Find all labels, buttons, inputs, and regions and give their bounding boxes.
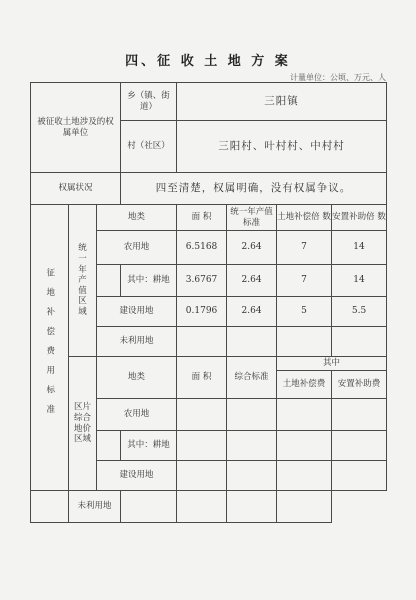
zone-row-land-fee: [277, 399, 332, 431]
ownership-value: 四至清楚，权属明确，没有权属争议。: [121, 173, 387, 205]
zone-spacer-cell: [31, 491, 69, 523]
township-value: 三阳镇: [177, 83, 387, 121]
land-owner-label: 被征收土地涉及的权属单位: [31, 83, 121, 173]
zone-row-resettle-fee: [332, 399, 387, 431]
unified-row-type: 未利用地: [97, 327, 177, 357]
village-value: 三阳村、叶村村、中村村: [177, 121, 387, 173]
unified-row-land-mult: 7: [277, 265, 332, 297]
unified-row-land-mult: 5: [277, 297, 332, 327]
zone-header-standard: 综合标准: [227, 357, 277, 399]
unified-row-land-mult: 7: [277, 231, 332, 265]
page-title: 四、征 收 土 地 方 案: [125, 54, 291, 69]
unified-header-standard: 统一年产值标准: [227, 205, 277, 231]
unified-row-type: 建设用地: [97, 297, 177, 327]
unified-row-land-mult: [277, 327, 332, 357]
unified-row-standard: 2.64: [227, 297, 277, 327]
unified-row-area: 3.6767: [177, 265, 227, 297]
zone-row-resettle-fee: [277, 491, 332, 523]
unit-note: 计量单位：公顷、万元、人: [290, 73, 386, 82]
village-label: 村（社区）: [121, 121, 177, 173]
unified-row-resettle-mult: 14: [332, 231, 387, 265]
unified-area-label-text: 统一年产值区域: [78, 243, 87, 318]
zone-row-area: [177, 399, 227, 431]
unified-row-standard: 2.64: [227, 265, 277, 297]
unified-header-resettle-mult: 安置补助倍 数: [332, 205, 387, 231]
zone-header-land-fee: 土地补偿费: [277, 371, 332, 399]
unified-row-resettle-mult: 14: [332, 265, 387, 297]
zone-row-land-fee: [277, 461, 332, 491]
unified-row-area: 0.1796: [177, 297, 227, 327]
land-acquisition-table: [30, 82, 387, 523]
zone-row-resettle-fee: [332, 431, 387, 461]
unified-row-resettle-mult: [332, 327, 387, 357]
zone-row-type: 其中：耕地: [121, 431, 177, 461]
unified-row-area: [177, 327, 227, 357]
unified-row-standard: 2.64: [227, 231, 277, 265]
unified-row-type: 其中：耕地: [121, 265, 177, 297]
unified-header-type: 地类: [97, 205, 177, 231]
unified-row-type: 农用地: [97, 231, 177, 265]
zone-row-standard: [227, 461, 277, 491]
unified-indent-cell: [97, 265, 121, 297]
compensation-label: [31, 205, 69, 491]
unified-header-land-mult: 土地补偿倍 数: [277, 205, 332, 231]
zone-row-standard: [227, 399, 277, 431]
zone-header-resettle-fee: 安置补助费: [332, 371, 387, 399]
unified-row-standard: [227, 327, 277, 357]
unified-header-area: 面 积: [177, 205, 227, 231]
zone-row-type: 未利用地: [69, 491, 121, 523]
zone-row-area: [121, 491, 177, 523]
zone-row-area: [177, 461, 227, 491]
zone-row-type: 建设用地: [97, 461, 177, 491]
zone-header-type: 地类: [97, 357, 177, 399]
zone-area-label: [69, 357, 97, 491]
zone-row-land-fee: [227, 491, 277, 523]
zone-row-standard: [177, 491, 227, 523]
zone-indent-cell: [97, 431, 121, 461]
zone-row-standard: [227, 431, 277, 461]
zone-row-type: 农用地: [97, 399, 177, 431]
township-label: 乡（镇、街道）: [121, 83, 177, 121]
unified-row-area: 6.5168: [177, 231, 227, 265]
zone-row-land-fee: [277, 431, 332, 461]
unified-area-label: [69, 205, 97, 357]
unified-row-resettle-mult: 5.5: [332, 297, 387, 327]
ownership-label: 权属状况: [31, 173, 121, 205]
zone-area-label-text: 区片综合地价区域: [73, 402, 91, 445]
compensation-label-text: 征地补偿费用标准: [44, 267, 55, 424]
zone-row-area: [177, 431, 227, 461]
zone-header-among: 其中: [277, 357, 387, 371]
zone-header-area: 面 积: [177, 357, 227, 399]
zone-row-resettle-fee: [332, 461, 387, 491]
